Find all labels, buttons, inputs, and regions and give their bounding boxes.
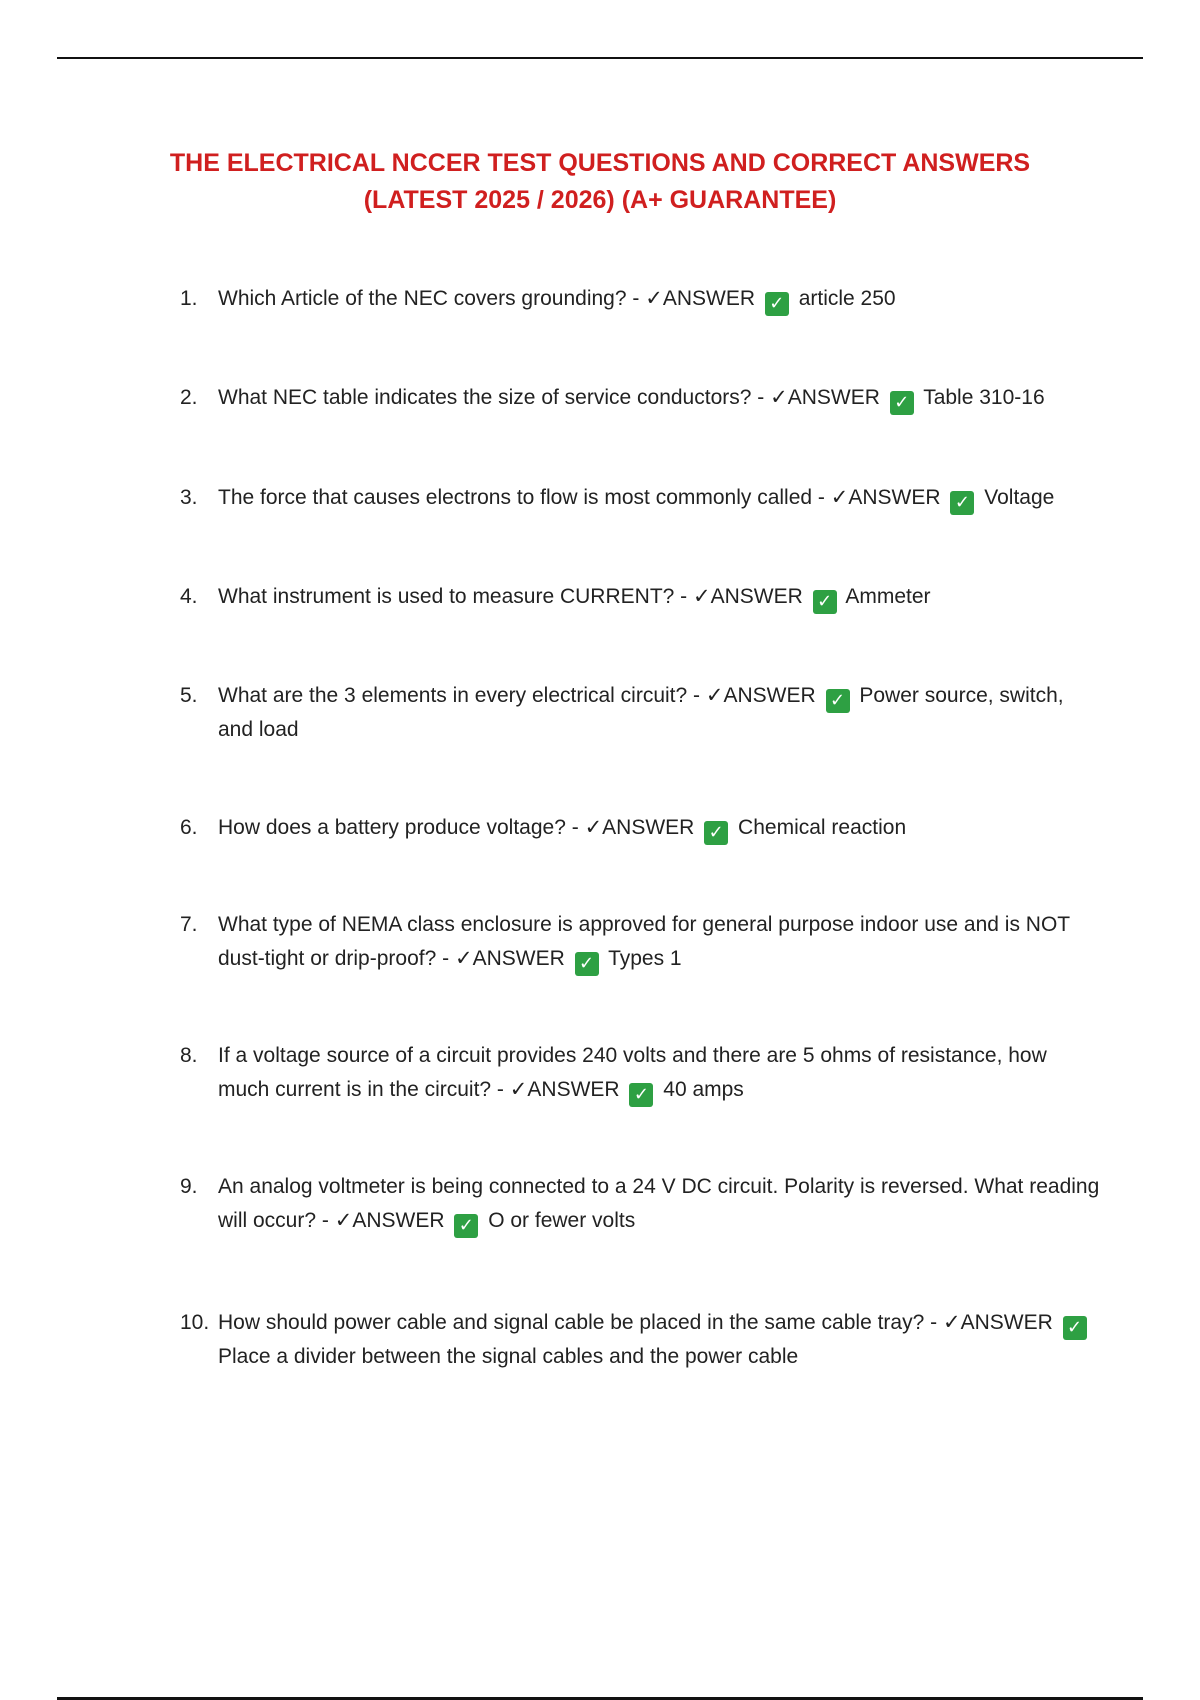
question-number: 5. [180,684,198,707]
question-number: 2. [180,386,198,409]
question-text: How should power cable and signal cable be placed in the same cable tray? - [218,1311,938,1334]
answer-label: ANSWER [710,585,803,608]
check-mark-icon: ✓ [830,486,849,509]
green-check-box-icon: ✓ [575,952,599,976]
answer-text: Ammeter [845,585,931,608]
answer-text: Chemical reaction [738,816,907,839]
question-text: What NEC table indicates the size of service conductors? - [218,386,765,409]
list-item [180,679,1100,747]
check-mark-icon: ✓ [454,947,473,970]
check-mark-icon: ✓ [705,684,724,707]
question-text: Which Article of the NEC covers grounding? - [218,287,640,310]
green-check-box-icon: ✓ [826,689,850,713]
question-text: If a voltage source of a circuit provides 240 volts and there are 5 ohms of resistance, how much current is in the circuit? - [218,1044,1047,1101]
answer-text: Table 310-16 [923,386,1045,409]
answer-text: article 250 [798,287,896,310]
list-item [180,1039,1100,1107]
green-check-box-icon: ✓ [890,391,914,415]
answer-label: ANSWER [848,486,941,509]
question-number: 6. [180,816,198,839]
green-check-box-icon: ✓ [454,1214,478,1238]
top-rule [57,57,1143,59]
check-mark-icon: ✓ [509,1078,528,1101]
list-item [180,580,1100,614]
list-item [180,811,1100,845]
document-title: THE ELECTRICAL NCCER TEST QUESTIONS AND CORRECT ANSWERS (LATEST 2025 / 2026) (A+ GUARANTEE) [169,149,1031,214]
question-text: What type of NEMA class enclosure is approved for general purpose indoor use and is NOT dust-tight or drip-proof? - [218,913,1070,970]
answer-text: O or fewer volts [488,1209,636,1232]
answer-label: ANSWER [960,1311,1053,1334]
answer-text: Voltage [984,486,1055,509]
answer-text: Place a divider between the signal cables and the power cable [218,1345,799,1368]
question-text: An analog voltmeter is being connected to a 24 V DC circuit. Polarity is reversed. What reading will occur? - [218,1175,1100,1232]
question-text: The force that causes electrons to flow is most commonly called - [218,486,825,509]
green-check-box-icon: ✓ [1063,1316,1087,1340]
answer-text: Power source, switch, and load [218,684,1064,741]
green-check-box-icon: ✓ [629,1083,653,1107]
green-check-box-icon: ✓ [950,491,974,515]
answer-label: ANSWER [527,1078,620,1101]
green-check-box-icon: ✓ [765,292,789,316]
list-item [180,481,1100,515]
list-item [180,282,1100,316]
check-mark-icon: ✓ [942,1311,961,1334]
question-text: What instrument is used to measure CURRENT? - [218,585,688,608]
answer-label: ANSWER [472,947,565,970]
green-check-box-icon: ✓ [813,590,837,614]
question-text: What are the 3 elements in every electrical circuit? - [218,684,701,707]
check-mark-icon: ✓ [334,1209,353,1232]
question-number: 9. [180,1175,198,1198]
question-number: 1. [180,287,198,310]
answer-label: ANSWER [723,684,816,707]
list-item [180,1170,1100,1238]
question-number: 10. [180,1311,210,1334]
answer-label: ANSWER [602,816,695,839]
answer-text: 40 amps [663,1078,744,1101]
check-mark-icon: ✓ [693,585,711,608]
check-mark-icon: ✓ [770,386,788,409]
question-text: How does a battery produce voltage? - [218,816,579,839]
question-number: 7. [180,913,198,936]
list-item [180,908,1100,976]
check-mark-icon: ✓ [584,816,603,839]
answer-text: Types 1 [608,947,682,970]
question-number: 3. [180,486,198,509]
answer-label: ANSWER [787,386,880,409]
question-number: 8. [180,1044,198,1067]
answer-label: ANSWER [352,1209,445,1232]
list-item [180,381,1100,415]
check-mark-icon: ✓ [645,287,663,310]
green-check-box-icon: ✓ [704,821,728,845]
answer-label: ANSWER [662,287,755,310]
question-number: 4. [180,585,198,608]
list-item [180,1306,1100,1374]
